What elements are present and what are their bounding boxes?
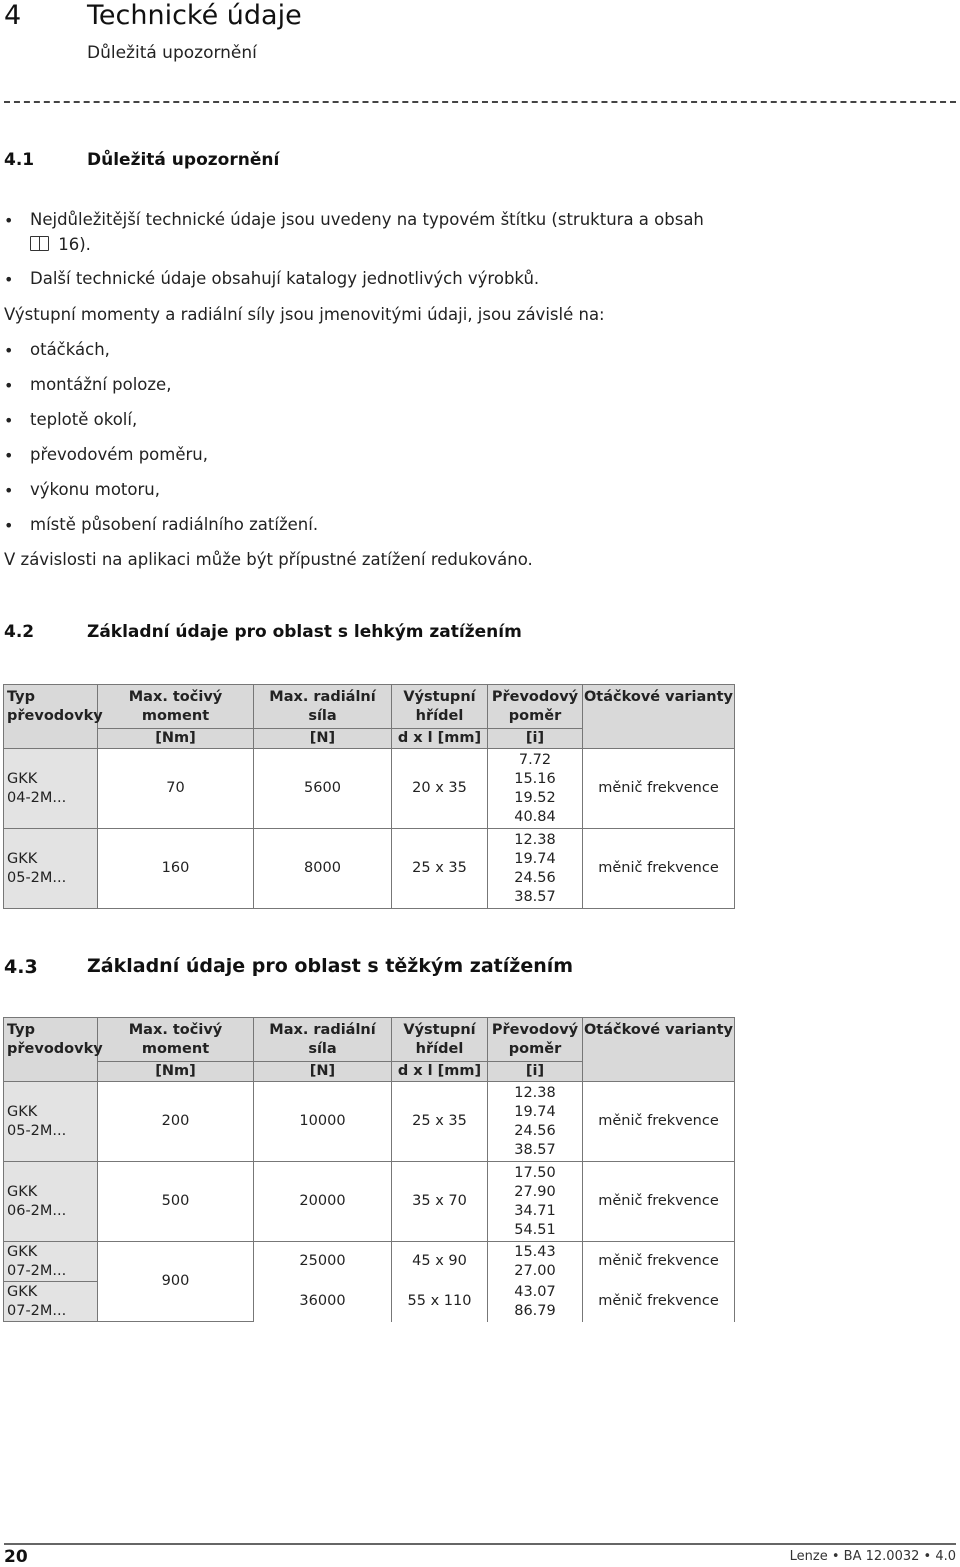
page-number: 20 <box>4 1547 28 1567</box>
bullet-icon: • <box>4 411 14 430</box>
header-torque: Max. točivý moment <box>98 685 254 729</box>
book-icon <box>30 236 49 251</box>
chapter-subtitle: Důležitá upozornění <box>87 43 257 63</box>
bullet-icon: • <box>4 341 14 360</box>
unit-radial: [N] <box>254 1062 392 1082</box>
header-radial: Max. radiální síla <box>254 1018 392 1062</box>
document-reference: Lenze • BA 12.0032 • 4.0 <box>789 1549 956 1564</box>
cell-speed: měnič frekvence <box>583 1242 735 1282</box>
cell-shaft: 35 x 70 <box>392 1162 488 1242</box>
bullet-text: Nejdůležitější technické údaje jsou uvedeny na typovém štítku (struktura a obsah <box>30 210 704 229</box>
chapter-title: Technické údaje <box>87 0 302 31</box>
bullet-icon: • <box>4 270 14 289</box>
section-title: Důležitá upozornění <box>87 150 280 170</box>
cell-radial: 36000 <box>254 1282 392 1322</box>
dependency-item: převodovém poměru, <box>30 445 208 464</box>
section-title: Základní údaje pro oblast s těžkým zatížením <box>87 955 574 977</box>
dependency-item: teplotě okolí, <box>30 410 138 429</box>
table-row <box>4 829 735 909</box>
bullet-icon: • <box>4 516 14 535</box>
header-shaft: Výstupní hřídel <box>392 1018 488 1062</box>
section-title: Základní údaje pro oblast s lehkým zatížením <box>87 622 522 642</box>
header-ratio: Převodový poměr <box>488 685 583 729</box>
cell-ratios: 17.50 27.90 34.71 54.51 <box>488 1162 583 1242</box>
cell-ratios: 12.38 19.74 24.56 38.57 <box>488 1082 583 1162</box>
bullet-icon: • <box>4 211 14 230</box>
cell-radial: 8000 <box>254 829 392 909</box>
page-reference: 16). <box>58 235 91 254</box>
header-speed: Otáčkové varianty <box>583 1018 735 1082</box>
section-number: 4.2 <box>4 622 35 642</box>
cell-radial: 10000 <box>254 1082 392 1162</box>
header-speed: Otáčkové varianty <box>583 685 735 749</box>
cell-speed: měnič frekvence <box>583 1162 735 1242</box>
footer-divider <box>4 1543 956 1545</box>
cell-type: GKK 05-2M... <box>4 829 98 909</box>
dependency-item: otáčkách, <box>30 340 110 359</box>
cell-torque: 200 <box>98 1082 254 1162</box>
header-radial: Max. radiální síla <box>254 685 392 729</box>
unit-torque: [Nm] <box>98 1062 254 1082</box>
cell-ratios: 12.38 19.74 24.56 38.57 <box>488 829 583 909</box>
cell-torque: 900 <box>98 1242 254 1322</box>
cell-ratios: 15.43 27.00 <box>488 1242 583 1282</box>
cell-radial: 5600 <box>254 749 392 829</box>
cell-type: GKK 07-2M... <box>4 1242 98 1282</box>
header-ratio: Převodový poměr <box>488 1018 583 1062</box>
unit-radial: [N] <box>254 729 392 749</box>
spec-table-light <box>3 684 735 909</box>
cell-radial: 25000 <box>254 1242 392 1282</box>
chapter-number: 4 <box>4 0 22 31</box>
unit-ratio: [i] <box>488 729 583 749</box>
section-number: 4.3 <box>4 956 38 978</box>
dependency-item: montážní poloze, <box>30 375 172 394</box>
dependency-item: výkonu motoru, <box>30 480 160 499</box>
cell-shaft: 25 x 35 <box>392 829 488 909</box>
cell-torque: 70 <box>98 749 254 829</box>
unit-ratio: [i] <box>488 1062 583 1082</box>
bullet-text: Další technické údaje obsahují katalogy jednotlivých výrobků. <box>30 269 540 288</box>
cell-type: GKK 05-2M... <box>4 1082 98 1162</box>
header-torque: Max. točivý moment <box>98 1018 254 1062</box>
header-type: Typ převodovky <box>4 685 98 749</box>
header-shaft: Výstupní hřídel <box>392 685 488 729</box>
unit-torque: [Nm] <box>98 729 254 749</box>
cell-speed: měnič frekvence <box>583 749 735 829</box>
table-row <box>4 1082 735 1162</box>
cell-type: GKK 06-2M... <box>4 1162 98 1242</box>
section-number: 4.1 <box>4 150 35 170</box>
header-divider <box>4 101 956 103</box>
cell-type: GKK 04-2M... <box>4 749 98 829</box>
intro-text: Výstupní momenty a radiální síly jsou jmenovitými údaji, jsou závislé na: <box>4 305 605 324</box>
cell-torque: 500 <box>98 1162 254 1242</box>
cell-shaft: 20 x 35 <box>392 749 488 829</box>
cell-torque: 160 <box>98 829 254 909</box>
cell-type: GKK 07-2M... <box>4 1282 98 1322</box>
unit-shaft: d x l [mm] <box>392 1062 488 1082</box>
cell-radial: 20000 <box>254 1162 392 1242</box>
bullet-icon: • <box>4 446 14 465</box>
dependency-item: místě působení radiálního zatížení. <box>30 515 319 534</box>
cell-speed: měnič frekvence <box>583 829 735 909</box>
table-row <box>4 1162 735 1242</box>
cell-ratios: 43.07 86.79 <box>488 1282 583 1322</box>
note-text: V závislosti na aplikaci může být přípustné zatížení redukováno. <box>4 550 533 569</box>
bullet-text-cont <box>30 235 91 254</box>
cell-shaft: 25 x 35 <box>392 1082 488 1162</box>
unit-shaft: d x l [mm] <box>392 729 488 749</box>
bullet-icon: • <box>4 481 14 500</box>
spec-table-heavy <box>3 1017 735 1322</box>
cell-speed: měnič frekvence <box>583 1082 735 1162</box>
cell-shaft: 45 x 90 <box>392 1242 488 1282</box>
table-row <box>4 749 735 829</box>
table-row <box>4 1242 735 1282</box>
header-type: Typ převodovky <box>4 1018 98 1082</box>
cell-ratios: 7.72 15.16 19.52 40.84 <box>488 749 583 829</box>
bullet-icon: • <box>4 376 14 395</box>
cell-speed: měnič frekvence <box>583 1282 735 1322</box>
cell-shaft: 55 x 110 <box>392 1282 488 1322</box>
